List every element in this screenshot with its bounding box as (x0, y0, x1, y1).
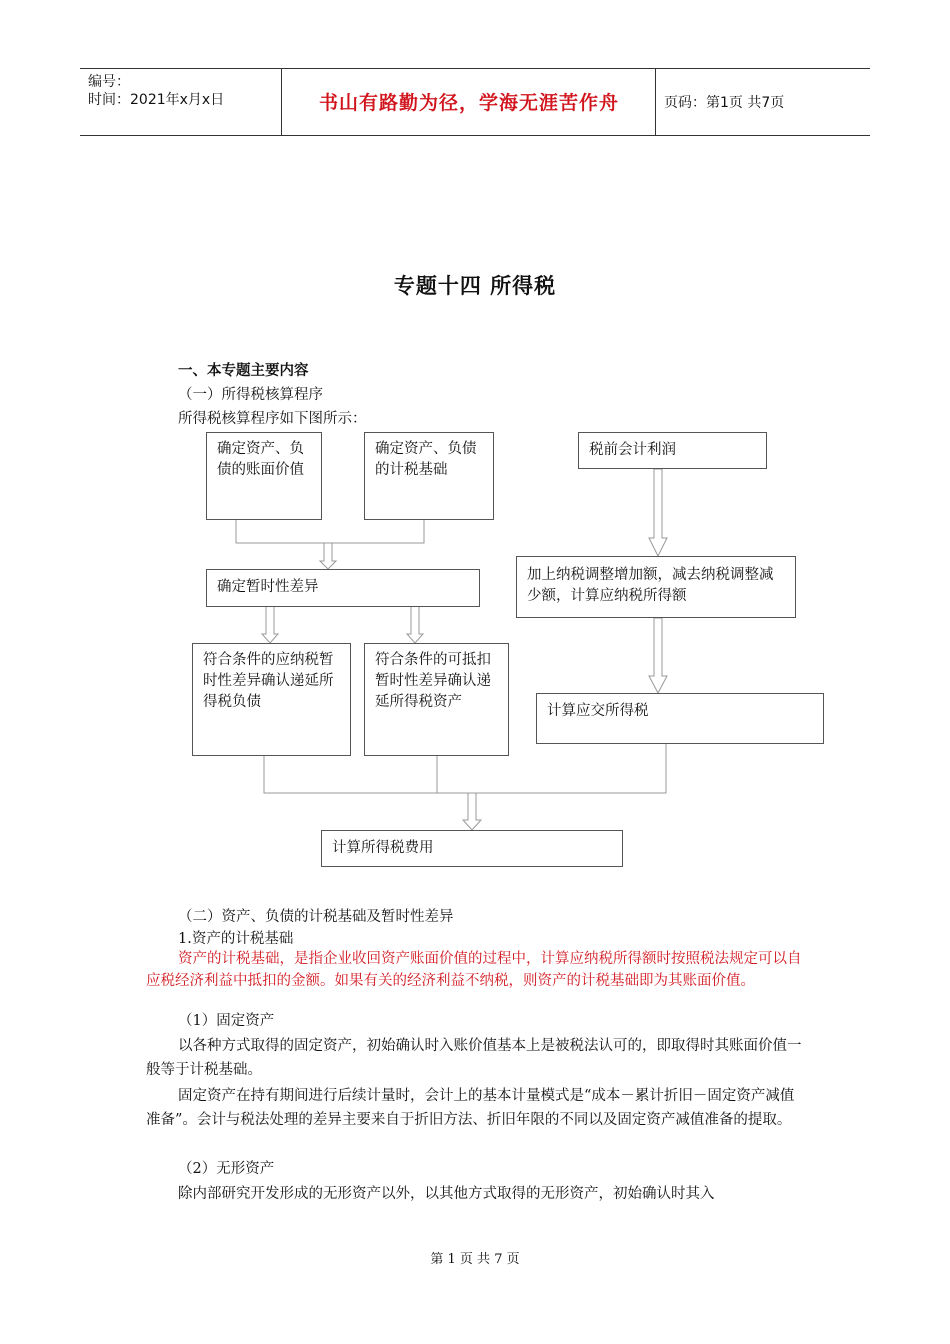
section2-fixed-title: （1）固定资产 (178, 1013, 275, 1029)
section2-sub2: （二）资产、负债的计税基础及暂时性差异 (178, 909, 454, 925)
section2-fixed-p2: 固定资产在持有期间进行后续计量时，会计上的基本计量模式是“成本－累计折旧－固定资产减值准备”。会计与税法处理的差异主要来自于折旧方法、折旧年限的不同以及固定资产减值准备的提取。 (146, 1088, 795, 1128)
arrow-to-dta (407, 606, 423, 643)
connector-top-merge (236, 519, 424, 543)
box-tax-base: 确定资产、负债的计税基础 (364, 432, 494, 520)
box-adjust: 加上纳税调整增加额，减去纳税调整减少额，计算应纳税所得额 (516, 556, 796, 618)
page-footer: 第 1 页 共 7 页 (430, 1252, 520, 1267)
section2-fixed-p1: 以各种方式取得的固定资产，初始确认时入账价值基本上是被税法认可的，即取得时其账面价值一般等于计税基础。 (146, 1038, 802, 1078)
arrow-to-temp-diff (320, 543, 336, 569)
section2-item1: 1.资产的计税基础 (178, 931, 294, 947)
header-number-label: 编号： (88, 74, 130, 90)
box-deferred-tax-asset: 符合条件的可抵扣暂时性差异确认递延所得税资产 (364, 643, 509, 756)
box-tax-expense: 计算所得税费用 (321, 830, 623, 867)
arrow-to-tax-expense (463, 793, 481, 830)
section1-sub1: （一）所得税核算程序 (178, 387, 323, 403)
box-pretax-profit: 税前会计利润 (578, 432, 767, 469)
box-deferred-tax-liability: 符合条件的应纳税暂时性差异确认递延所得税负债 (192, 643, 351, 756)
arrow-to-tax-payable (649, 618, 667, 693)
header-page-info: 页码：第1页 共7页 (664, 95, 785, 111)
arrow-to-adjust (649, 469, 667, 556)
box-book-value: 确定资产、负债的账面价值 (206, 432, 322, 520)
header-time-label: 时间：2021年x月x日 (88, 92, 225, 108)
header-motto: 书山有路勤为径，学海无涯苦作舟 (318, 92, 619, 114)
section2-intangible-title: （2）无形资产 (178, 1161, 275, 1177)
section1-heading: 一、本专题主要内容 (178, 363, 309, 379)
section1-intro: 所得税核算程序如下图所示： (178, 411, 367, 427)
section2-definition: 资产的计税基础，是指企业收回资产账面价值的过程中，计算应纳税所得额时按照税法规定可以自应税经济利益中抵扣的金额。如果有关的经济利益不纳税，则资产的计税基础即为其账面价值。 (146, 951, 802, 989)
section2-intangible-p1: 除内部研究开发形成的无形资产以外，以其他方式取得的无形资产，初始确认时其入 (178, 1186, 715, 1202)
box-temp-diff: 确定暂时性差异 (206, 569, 480, 607)
page-title: 专题十四 所得税 (393, 274, 557, 298)
arrow-to-dtl (262, 606, 278, 643)
box-tax-payable: 计算应交所得税 (536, 693, 824, 744)
